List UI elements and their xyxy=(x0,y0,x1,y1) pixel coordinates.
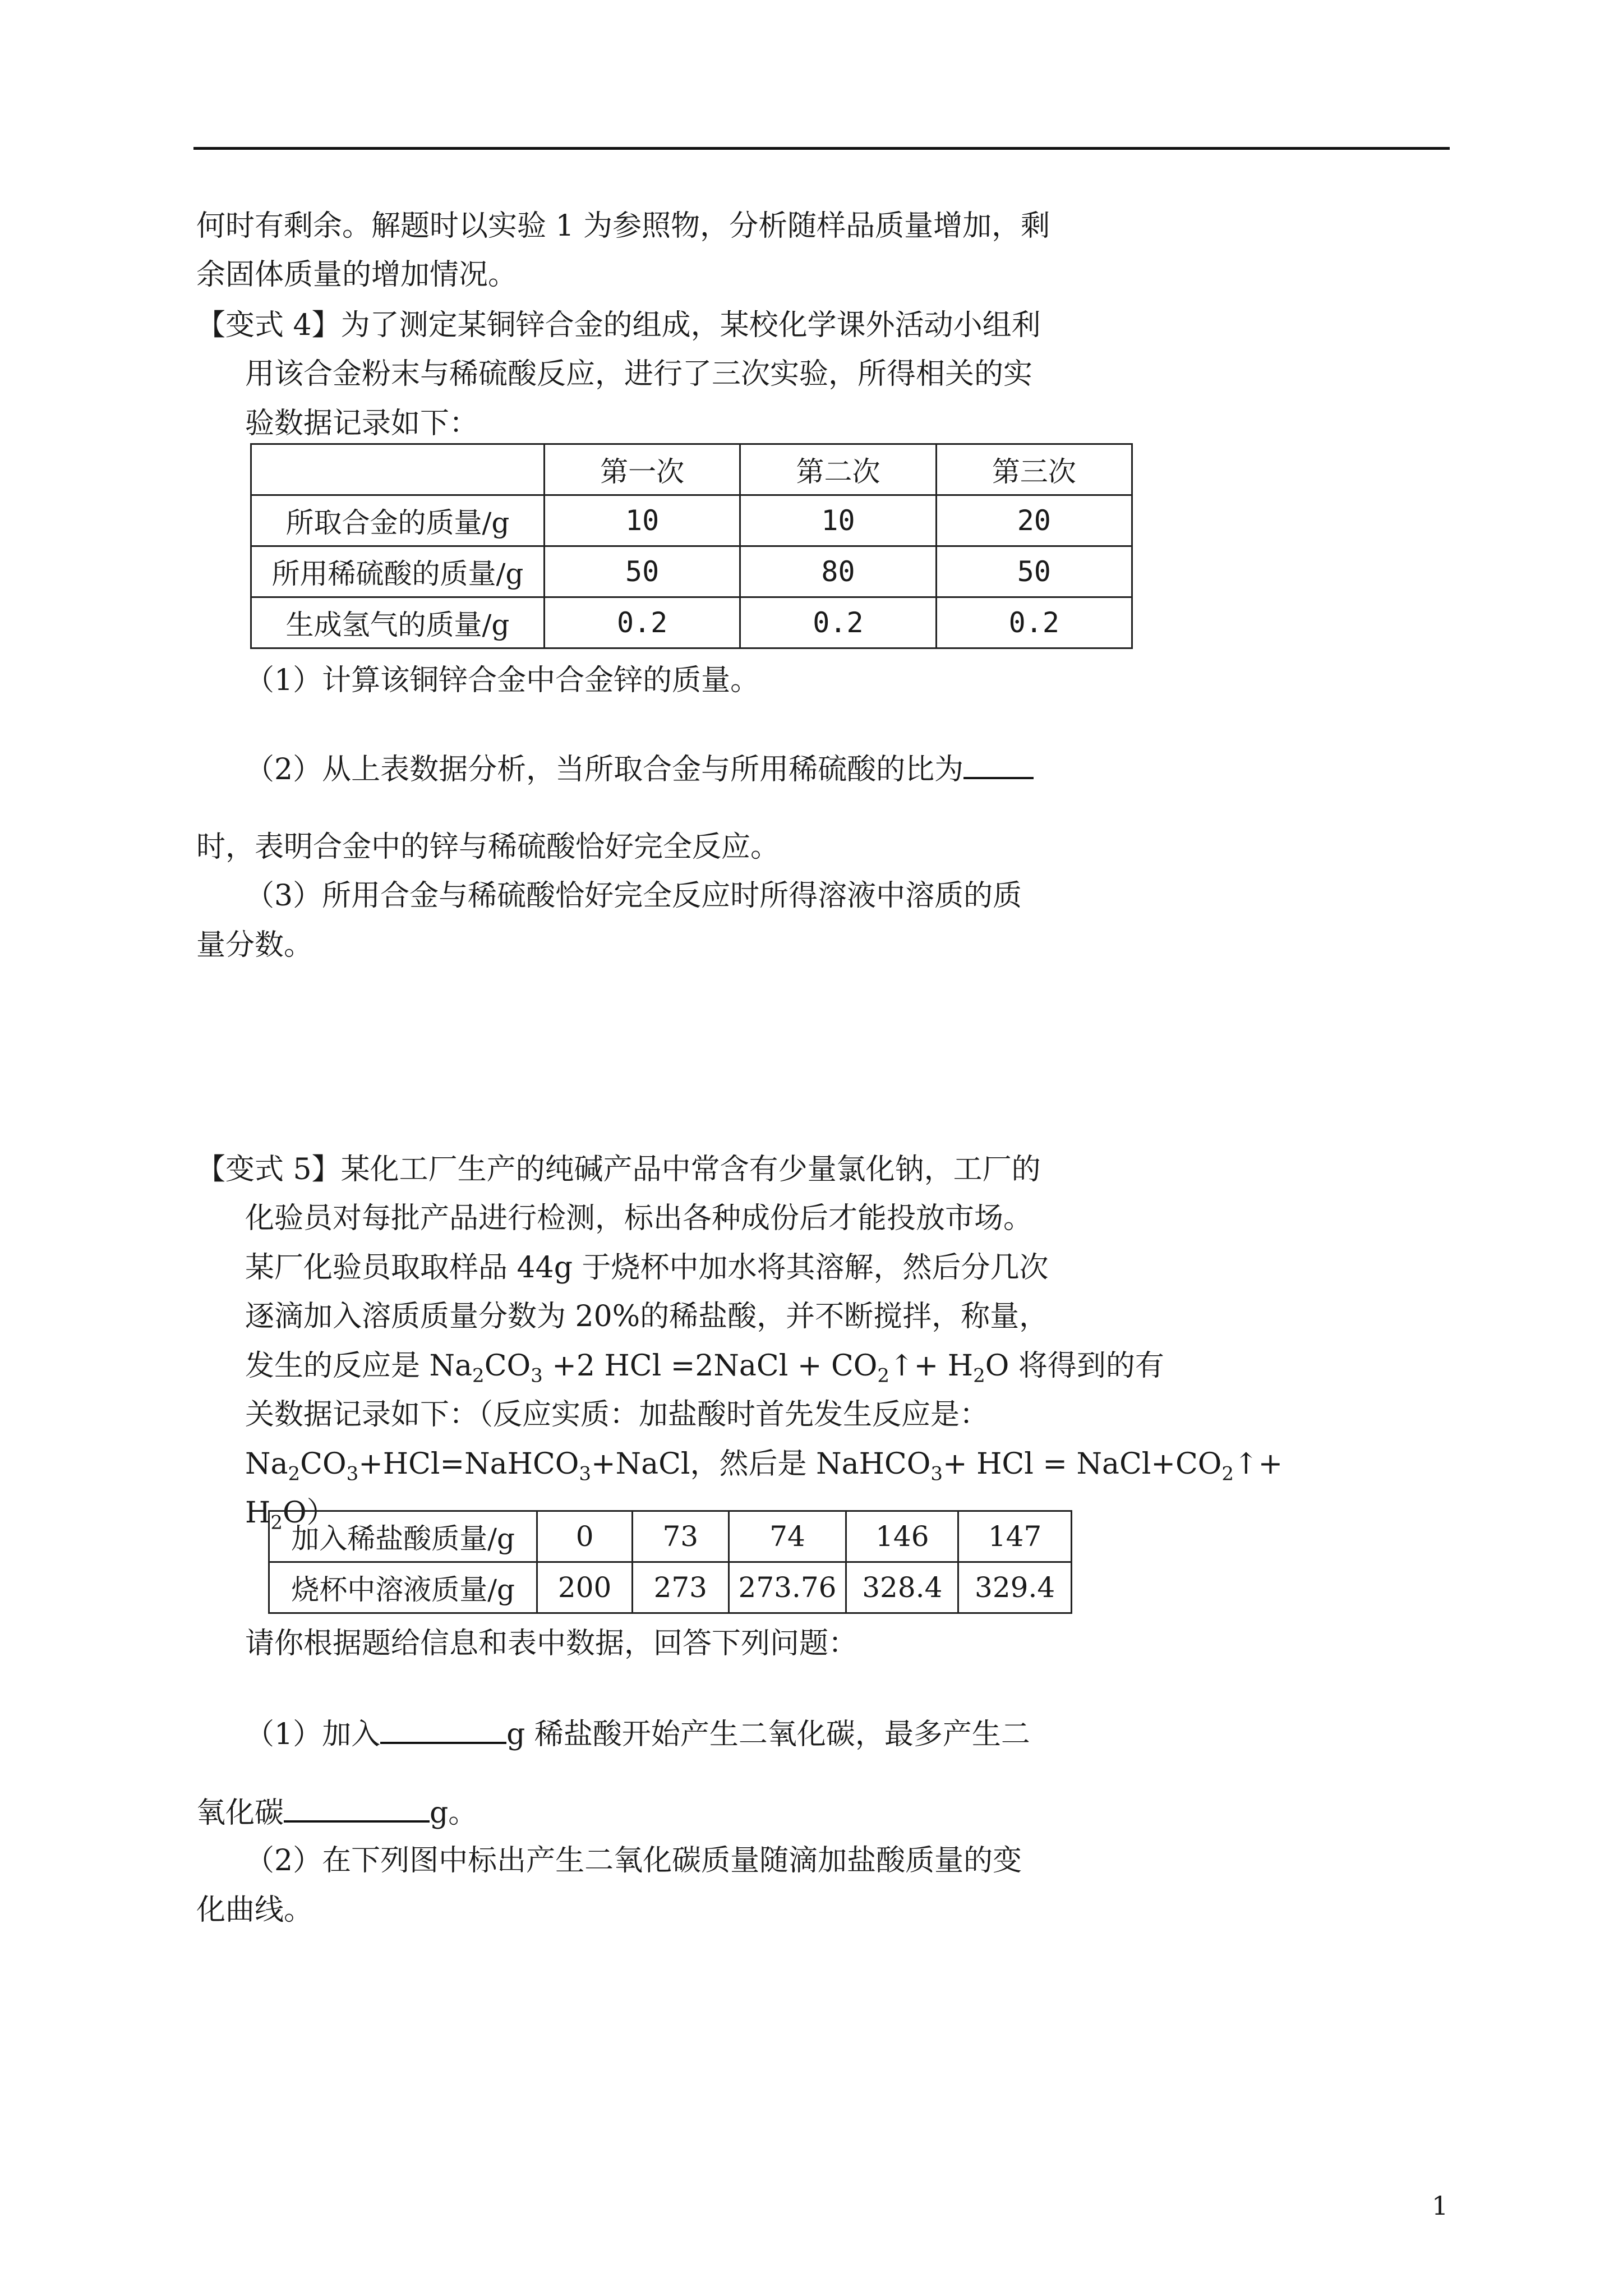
question-4-3: （3）所用合金与稀硫酸恰好完全反应时所得溶液中溶质的质 xyxy=(245,879,1022,913)
question-4-1: （1）计算该铜锌合金中合金锌的质量。 xyxy=(245,664,760,697)
table-cell: 0 xyxy=(537,1511,633,1562)
page-number: 1 xyxy=(1432,2191,1449,2221)
table-header-cell: 第三次 xyxy=(936,444,1132,495)
table-row xyxy=(251,546,1132,597)
table-cell: 74 xyxy=(728,1511,846,1562)
reaction-equation-line: $Na_2CO_3+HCl=NaHCO_3+NaCl$，然后是 NaHCO$_3$+ HCl = $NaCl+CO_2↑+$ xyxy=(245,1447,1283,1485)
paragraph-line: 关数据记录如下：（反应实质：加盐酸时首先发生反应是： xyxy=(245,1398,989,1432)
table-cell: 0.2 xyxy=(936,597,1132,648)
table-row xyxy=(251,597,1132,648)
table-cell: 146 xyxy=(846,1511,958,1562)
table-cell: 50 xyxy=(936,546,1132,597)
table-cell: 50 xyxy=(544,546,740,597)
table-cell: 200 xyxy=(537,1562,633,1613)
alloy-data-table xyxy=(250,443,1133,649)
paragraph-line: 化验员对每批产品进行检测，标出各种成份后才能投放市场。 xyxy=(245,1202,1033,1235)
table-cell: 73 xyxy=(632,1511,728,1562)
table-cell: 0.2 xyxy=(544,597,740,648)
answer-blank[interactable] xyxy=(380,1714,506,1744)
table-cell: 10 xyxy=(740,495,936,546)
paragraph-line: 某厂化验员取取样品 44g 于烧杯中加水将其溶解，然后分几次 xyxy=(245,1251,1049,1285)
table-cell: 烧杯中溶液质量/g xyxy=(269,1562,537,1613)
table-cell: 0.2 xyxy=(740,597,936,648)
variant4-intro: 【变式 4】为了测定某铜锌合金的组成，某校化学课外活动小组利 xyxy=(196,309,1041,342)
reaction-equation-line: 发生的反应是 $Na_2CO_3 +2$ HCl =2NaCl + $CO_2↑+ H_2O$ 将得到的有 xyxy=(245,1349,1164,1387)
paragraph-line: 化曲线。 xyxy=(196,1893,313,1927)
question-5-2: （2）在下列图中标出产生二氧化碳质量随滴加盐酸质量的变 xyxy=(245,1844,1022,1878)
table-cell: 329.4 xyxy=(958,1562,1072,1613)
paragraph-line: 何时有剩余。解题时以实验 1 为参照物，分析随样品质量增加，剩 xyxy=(196,209,1050,243)
answer-blank[interactable] xyxy=(284,1792,430,1823)
paragraph-line: 量分数。 xyxy=(196,928,313,962)
question-5-1-cont: 氧化碳 g。 xyxy=(196,1792,477,1833)
paragraph-line: $H_2O$） xyxy=(245,1496,336,1534)
table-cell: 所取合金的质量/g xyxy=(251,495,545,546)
table-cell: 273 xyxy=(632,1562,728,1613)
variant4-tag: 【变式 4】 xyxy=(196,309,341,342)
table-header-cell: 第一次 xyxy=(544,444,740,495)
paragraph-line: 用该合金粉末与稀硫酸反应，进行了三次实验，所得相关的实 xyxy=(245,357,1033,391)
paragraph-line: 验数据记录如下： xyxy=(245,407,479,440)
table-cell: 20 xyxy=(936,495,1132,546)
hcl-data-table xyxy=(268,1510,1072,1614)
table-cell: 147 xyxy=(958,1511,1072,1562)
variant5-tag: 【变式 5】 xyxy=(196,1153,341,1186)
table-header-row xyxy=(251,444,1132,495)
table-row xyxy=(269,1511,1072,1562)
paragraph-line: 逐滴加入溶质质量分数为 20%的稀盐酸，并不断搅拌，称量， xyxy=(245,1300,1049,1333)
table-cell: 10 xyxy=(544,495,740,546)
paragraph-line: 请你根据题给信息和表中数据，回答下列问题： xyxy=(245,1627,858,1660)
variant5-intro: 【变式 5】某化工厂生产的纯碱产品中常含有少量氯化钠，工厂的 xyxy=(196,1153,1041,1186)
table-cell: 加入稀盐酸质量/g xyxy=(269,1511,537,1562)
table-header-cell: 第二次 xyxy=(740,444,936,495)
table-cell: 所用稀硫酸的质量/g xyxy=(251,546,545,597)
paragraph-line: 余固体质量的增加情况。 xyxy=(196,258,518,292)
table-cell: 生成氢气的质量/g xyxy=(251,597,545,648)
paragraph-line: 时，表明合金中的锌与稀硫酸恰好完全反应。 xyxy=(196,830,780,864)
question-4-2: （2）从上表数据分析，当所取合金与所用稀硫酸的比为 xyxy=(245,749,1034,789)
question-5-1: （1）加入 g 稀盐酸开始产生二氧化碳，最多产生二 xyxy=(245,1714,1030,1754)
table-row xyxy=(269,1562,1072,1613)
table-header-cell xyxy=(251,444,545,495)
table-cell: 273.76 xyxy=(728,1562,846,1613)
table-cell: 328.4 xyxy=(846,1562,958,1613)
table-cell: 80 xyxy=(740,546,936,597)
header-rule xyxy=(193,147,1450,150)
answer-blank[interactable] xyxy=(963,749,1034,779)
table-row xyxy=(251,495,1132,546)
